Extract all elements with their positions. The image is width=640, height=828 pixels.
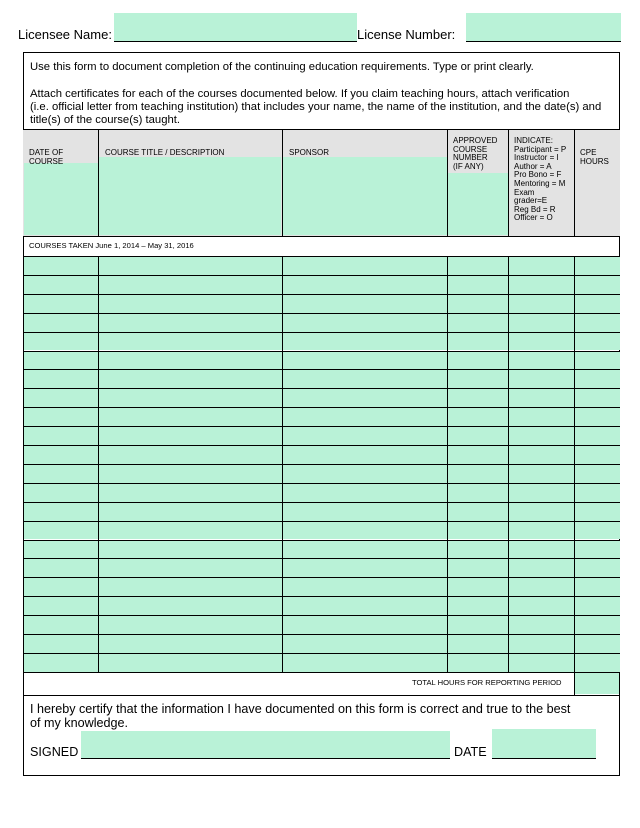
signature-underline bbox=[81, 758, 450, 759]
table-cell[interactable] bbox=[99, 503, 282, 521]
table-cell[interactable] bbox=[509, 465, 574, 483]
table-cell[interactable] bbox=[575, 578, 620, 596]
table-cell[interactable] bbox=[283, 408, 447, 426]
table-cell[interactable] bbox=[448, 295, 508, 313]
table-cell[interactable] bbox=[99, 314, 282, 332]
table-cell[interactable] bbox=[509, 503, 574, 521]
table-cell[interactable] bbox=[575, 295, 620, 313]
licensee-name-label: Licensee Name: bbox=[18, 27, 112, 42]
license-number-label: License Number: bbox=[357, 27, 456, 42]
table-cell[interactable] bbox=[283, 465, 447, 483]
table-cell[interactable] bbox=[283, 522, 447, 540]
table-cell[interactable] bbox=[283, 654, 447, 672]
table-cell[interactable] bbox=[509, 427, 574, 445]
table-cell[interactable] bbox=[99, 333, 282, 351]
table-cell[interactable] bbox=[448, 427, 508, 445]
approved-header: APPROVED COURSE NUMBER (IF ANY) bbox=[453, 136, 498, 171]
table-cell[interactable] bbox=[24, 465, 98, 483]
grid-line bbox=[447, 256, 448, 672]
table-cell[interactable] bbox=[448, 333, 508, 351]
grid-line bbox=[508, 256, 509, 672]
table-cell[interactable] bbox=[99, 635, 282, 653]
table-cell[interactable] bbox=[509, 484, 574, 502]
table-cell[interactable] bbox=[99, 465, 282, 483]
table-cell[interactable] bbox=[99, 446, 282, 464]
table-cell[interactable] bbox=[575, 597, 620, 615]
instructions-line-4: title(s) of the course(s) taught. bbox=[30, 114, 181, 126]
table-cell[interactable] bbox=[509, 389, 574, 407]
table-cell[interactable] bbox=[24, 654, 98, 672]
instructions-line-2: Attach certificates for each of the courses documented below. If you claim teaching hours, attach verification bbox=[30, 88, 570, 100]
sponsor-header-fill[interactable] bbox=[283, 157, 447, 235]
instructions-line-1: Use this form to document completion of the continuing education requirements. Type or print clearly. bbox=[30, 61, 534, 73]
table-cell[interactable] bbox=[283, 503, 447, 521]
table-cell[interactable] bbox=[283, 446, 447, 464]
grid-line bbox=[574, 672, 575, 695]
table-cell[interactable] bbox=[99, 522, 282, 540]
table-cell[interactable] bbox=[24, 484, 98, 502]
grid-line bbox=[508, 129, 509, 236]
table-cell[interactable] bbox=[283, 314, 447, 332]
table-cell[interactable] bbox=[448, 654, 508, 672]
table-cell[interactable] bbox=[448, 446, 508, 464]
sponsor-header: SPONSOR bbox=[289, 148, 330, 157]
table-cell[interactable] bbox=[448, 484, 508, 502]
table-cell[interactable] bbox=[24, 559, 98, 577]
table-cell[interactable] bbox=[448, 465, 508, 483]
table-cell[interactable] bbox=[283, 389, 447, 407]
table-cell[interactable] bbox=[99, 541, 282, 559]
table-cell[interactable] bbox=[575, 257, 620, 275]
table-cell[interactable] bbox=[24, 578, 98, 596]
table-cell[interactable] bbox=[283, 370, 447, 388]
table-cell[interactable] bbox=[99, 352, 282, 370]
table-cell[interactable] bbox=[509, 522, 574, 540]
table-cell[interactable] bbox=[448, 276, 508, 294]
cpe-header: CPE HOURS bbox=[580, 148, 609, 166]
licensee-name-underline bbox=[114, 41, 357, 42]
table-cell[interactable] bbox=[448, 578, 508, 596]
table-cell[interactable] bbox=[509, 276, 574, 294]
table-cell[interactable] bbox=[24, 616, 98, 634]
date-label: DATE bbox=[454, 745, 487, 759]
table-cell[interactable] bbox=[448, 370, 508, 388]
grid-line bbox=[98, 256, 99, 672]
grid-line bbox=[98, 129, 99, 236]
table-cell[interactable] bbox=[283, 257, 447, 275]
table-cell[interactable] bbox=[509, 635, 574, 653]
table-cell[interactable] bbox=[99, 559, 282, 577]
table-cell[interactable] bbox=[575, 389, 620, 407]
grid-line bbox=[23, 129, 620, 130]
table-cell[interactable] bbox=[509, 616, 574, 634]
table-cell[interactable] bbox=[99, 408, 282, 426]
table-cell[interactable] bbox=[575, 370, 620, 388]
table-cell[interactable] bbox=[448, 635, 508, 653]
table-cell[interactable] bbox=[24, 522, 98, 540]
table-cell[interactable] bbox=[448, 503, 508, 521]
table-cell[interactable] bbox=[575, 276, 620, 294]
table-cell[interactable] bbox=[99, 427, 282, 445]
table-cell[interactable] bbox=[448, 597, 508, 615]
table-cell[interactable] bbox=[509, 257, 574, 275]
table-cell[interactable] bbox=[99, 257, 282, 275]
table-cell[interactable] bbox=[99, 389, 282, 407]
table-cell[interactable] bbox=[575, 522, 620, 540]
table-cell[interactable] bbox=[99, 276, 282, 294]
table-cell[interactable] bbox=[448, 352, 508, 370]
date-field[interactable] bbox=[492, 729, 596, 758]
grid-line bbox=[23, 236, 620, 237]
table-cell[interactable] bbox=[24, 276, 98, 294]
table-cell[interactable] bbox=[509, 333, 574, 351]
table-cell[interactable] bbox=[448, 408, 508, 426]
table-cell[interactable] bbox=[24, 503, 98, 521]
table-cell[interactable] bbox=[99, 616, 282, 634]
table-cell[interactable] bbox=[575, 635, 620, 653]
grid-line bbox=[23, 695, 620, 696]
table-cell[interactable] bbox=[575, 559, 620, 577]
table-cell[interactable] bbox=[283, 333, 447, 351]
table-cell[interactable] bbox=[283, 597, 447, 615]
table-cell[interactable] bbox=[283, 541, 447, 559]
table-cell[interactable] bbox=[99, 654, 282, 672]
table-cell[interactable] bbox=[575, 503, 620, 521]
table-cell[interactable] bbox=[575, 446, 620, 464]
table-cell[interactable] bbox=[575, 465, 620, 483]
total-hours-label: TOTAL HOURS FOR REPORTING PERIOD bbox=[412, 678, 562, 687]
table-cell[interactable] bbox=[575, 352, 620, 370]
table-cell[interactable] bbox=[448, 257, 508, 275]
table-cell[interactable] bbox=[24, 389, 98, 407]
table-cell[interactable] bbox=[575, 484, 620, 502]
table-cell[interactable] bbox=[575, 427, 620, 445]
table-cell[interactable] bbox=[24, 597, 98, 615]
table-cell[interactable] bbox=[575, 314, 620, 332]
table-cell[interactable] bbox=[24, 295, 98, 313]
approved-header-fill[interactable] bbox=[448, 173, 508, 235]
grid-line bbox=[447, 129, 448, 236]
table-cell[interactable] bbox=[575, 408, 620, 426]
table-cell[interactable] bbox=[283, 295, 447, 313]
license-number-field[interactable] bbox=[466, 13, 621, 41]
date-header: DATE OF COURSE bbox=[29, 148, 64, 166]
table-cell[interactable] bbox=[283, 616, 447, 634]
table-cell[interactable] bbox=[448, 389, 508, 407]
table-cell[interactable] bbox=[24, 635, 98, 653]
table-cell[interactable] bbox=[509, 352, 574, 370]
date-header-fill[interactable] bbox=[24, 163, 98, 235]
table-cell[interactable] bbox=[99, 578, 282, 596]
table-cell[interactable] bbox=[283, 427, 447, 445]
table-cell[interactable] bbox=[283, 635, 447, 653]
table-cell[interactable] bbox=[448, 314, 508, 332]
signed-label: SIGNED bbox=[30, 745, 79, 759]
table-cell[interactable] bbox=[24, 408, 98, 426]
table-cell[interactable] bbox=[509, 408, 574, 426]
table-cell[interactable] bbox=[509, 654, 574, 672]
table-cell[interactable] bbox=[283, 352, 447, 370]
table-cell[interactable] bbox=[575, 541, 620, 559]
table-cell[interactable] bbox=[24, 541, 98, 559]
table-cell[interactable] bbox=[99, 295, 282, 313]
title-header: COURSE TITLE / DESCRIPTION bbox=[105, 148, 225, 157]
table-cell[interactable] bbox=[99, 597, 282, 615]
table-cell[interactable] bbox=[24, 446, 98, 464]
table-cell[interactable] bbox=[283, 276, 447, 294]
table-cell[interactable] bbox=[448, 522, 508, 540]
table-cell[interactable] bbox=[448, 616, 508, 634]
table-cell[interactable] bbox=[448, 541, 508, 559]
license-number-underline bbox=[466, 41, 621, 42]
grid-line bbox=[23, 256, 620, 257]
courses-taken-label: COURSES TAKEN June 1, 2014 – May 31, 2016 bbox=[29, 241, 194, 250]
signature-field[interactable] bbox=[81, 731, 450, 758]
table-cell[interactable] bbox=[509, 314, 574, 332]
table-cell[interactable] bbox=[24, 427, 98, 445]
table-cell[interactable] bbox=[24, 352, 98, 370]
table-cell[interactable] bbox=[509, 446, 574, 464]
indicate-header: INDICATE: Participant = P Instructor = I Author = A Pro Bono = F Mentoring = M Exam grader=E Reg Bd = R Officer = O bbox=[514, 136, 567, 223]
title-header-fill[interactable] bbox=[99, 157, 281, 235]
table-cell[interactable] bbox=[575, 333, 620, 351]
table-cell[interactable] bbox=[283, 559, 447, 577]
table-cell[interactable] bbox=[24, 370, 98, 388]
table-cell[interactable] bbox=[509, 541, 574, 559]
table-cell[interactable] bbox=[509, 597, 574, 615]
table-cell[interactable] bbox=[509, 559, 574, 577]
table-cell[interactable] bbox=[283, 484, 447, 502]
instructions-line-3: (i.e. official letter from teaching institution) that includes your name, the name of the institution, and the date(s) and bbox=[30, 101, 602, 113]
grid-line bbox=[282, 129, 283, 236]
licensee-name-field[interactable] bbox=[114, 13, 357, 41]
date-underline bbox=[492, 758, 596, 759]
table-cell[interactable] bbox=[283, 578, 447, 596]
table-cell[interactable] bbox=[575, 654, 620, 672]
table-cell[interactable] bbox=[509, 370, 574, 388]
grid-line bbox=[574, 256, 575, 672]
grid-line bbox=[574, 129, 575, 236]
table-cell[interactable] bbox=[24, 257, 98, 275]
table-cell[interactable] bbox=[99, 484, 282, 502]
total-hours-field[interactable] bbox=[575, 673, 619, 694]
table-cell[interactable] bbox=[24, 314, 98, 332]
table-cell[interactable] bbox=[99, 370, 282, 388]
table-cell[interactable] bbox=[575, 616, 620, 634]
table-cell[interactable] bbox=[509, 295, 574, 313]
certify-text: I hereby certify that the information I have documented on this form is correct and true to the best of my knowledge. bbox=[30, 702, 571, 730]
table-cell[interactable] bbox=[509, 578, 574, 596]
table-cell[interactable] bbox=[448, 559, 508, 577]
grid-line bbox=[282, 256, 283, 672]
table-cell[interactable] bbox=[24, 333, 98, 351]
grid-line bbox=[23, 672, 620, 673]
